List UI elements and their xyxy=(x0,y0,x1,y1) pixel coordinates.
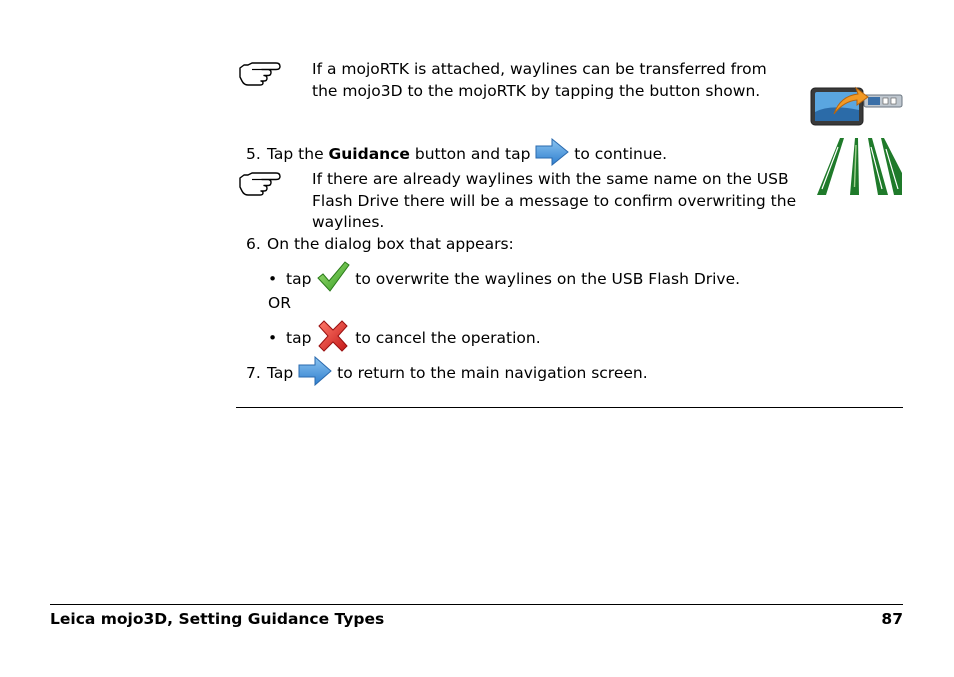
pointing-hand-icon xyxy=(238,170,282,196)
note-text-line: If there are already waylines with the same name on the USB xyxy=(312,170,789,188)
step-text: to return to the main navigation screen. xyxy=(337,364,648,382)
bullet-text: to overwrite the waylines on the USB Flash Drive. xyxy=(355,270,741,288)
step-6 xyxy=(246,234,514,256)
step-number: 7. xyxy=(246,364,261,382)
step-5 xyxy=(246,140,667,168)
or-text: OR xyxy=(268,294,291,312)
note-text-line: the mojo3D to the mojoRTK by tapping the button shown. xyxy=(312,82,761,100)
guidance-lines-icon xyxy=(816,137,902,197)
bullet-text: tap xyxy=(286,270,312,288)
step-number: 5. xyxy=(246,145,261,163)
step-text: Tap xyxy=(267,364,294,382)
step-text: On the dialog box that appears: xyxy=(267,235,514,253)
bullet-text: to cancel the operation. xyxy=(355,329,541,347)
note-text-line: Flash Drive there will be a message to confirm overwriting the xyxy=(312,192,797,210)
note-text-line: waylines. xyxy=(312,213,385,231)
bullet-marker: • xyxy=(268,329,278,347)
step-text: to continue. xyxy=(574,145,668,163)
red-cross-icon[interactable] xyxy=(316,320,350,356)
step-text: button and tap xyxy=(414,145,531,163)
step-text: Tap the xyxy=(267,145,324,163)
bullet-marker: • xyxy=(268,270,278,288)
step-7 xyxy=(246,358,648,388)
page-number: 87 xyxy=(881,610,903,628)
step-number: 6. xyxy=(246,235,261,253)
bullet-text: tap xyxy=(286,329,312,347)
pointing-hand-icon xyxy=(238,60,282,86)
footer-divider xyxy=(50,604,903,605)
green-check-icon[interactable] xyxy=(316,261,350,297)
transfer-to-mojortk-icon xyxy=(810,84,904,126)
guidance-label: Guidance xyxy=(328,145,410,163)
blue-arrow-right-icon[interactable] xyxy=(535,138,569,170)
bullet-overwrite xyxy=(268,263,740,295)
blue-arrow-right-icon[interactable] xyxy=(298,356,332,390)
section-divider xyxy=(236,407,903,408)
footer-title: Leica mojo3D, Setting Guidance Types xyxy=(50,610,385,628)
bullet-cancel xyxy=(268,322,541,354)
note-text-line: If a mojoRTK is attached, waylines can be transferred from xyxy=(312,60,767,78)
